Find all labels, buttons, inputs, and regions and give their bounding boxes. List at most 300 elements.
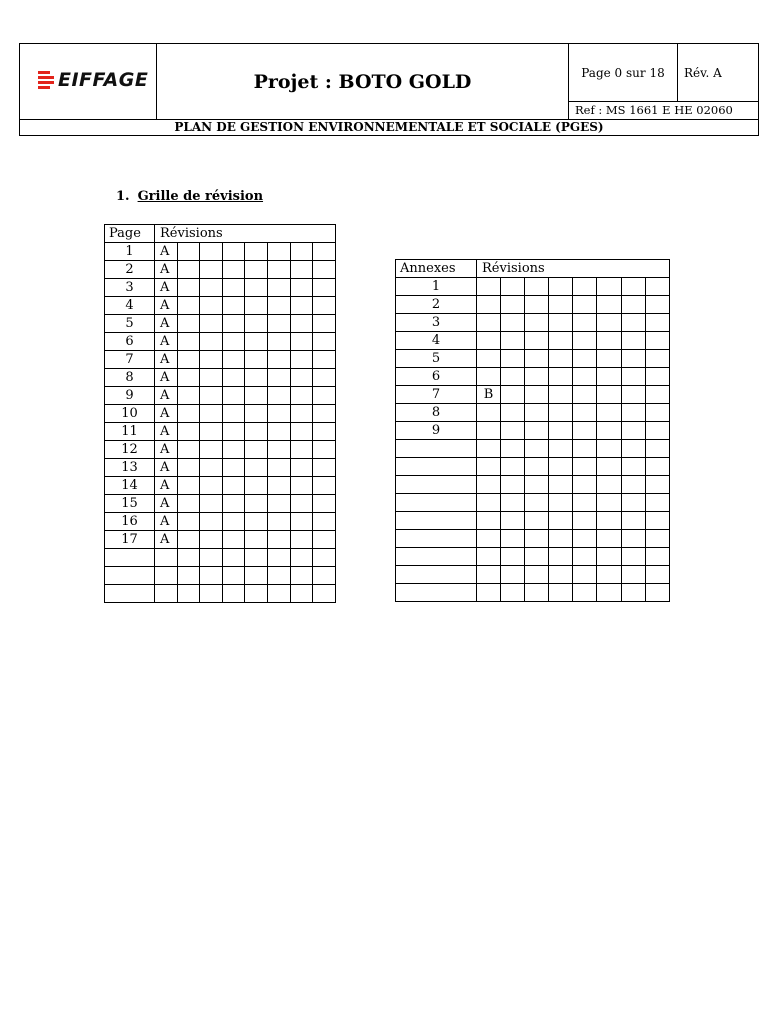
revision-cell [200, 513, 223, 531]
revision-cell [267, 585, 290, 603]
revision-cell [222, 513, 245, 531]
section-heading [116, 189, 263, 204]
revision-cell [549, 584, 573, 602]
table-row [105, 369, 336, 387]
revision-cell [645, 512, 669, 530]
revision-cell [573, 350, 597, 368]
revision-cell [477, 548, 501, 566]
revision-cell [313, 333, 336, 351]
revision-cell [313, 423, 336, 441]
revision-cell [245, 495, 268, 513]
revision-cell [573, 368, 597, 386]
table-row [105, 441, 336, 459]
revision-cell [501, 404, 525, 422]
annexes-revision-table [395, 259, 670, 602]
revision-cell [267, 423, 290, 441]
revision-cell [621, 566, 645, 584]
revision-cell [525, 332, 549, 350]
revision-cell: A [155, 423, 178, 441]
row-label [105, 567, 155, 585]
table-row [105, 315, 336, 333]
revision-cell [573, 530, 597, 548]
revision-cell [313, 369, 336, 387]
revision-cell [573, 584, 597, 602]
revision-cell [549, 422, 573, 440]
revision-cell [267, 567, 290, 585]
revision-cell [313, 405, 336, 423]
revision-cell [549, 278, 573, 296]
row-label: 7 [105, 351, 155, 369]
eiffage-logo-icon [38, 71, 54, 90]
revision-cell: A [155, 477, 178, 495]
revision-cell [597, 314, 621, 332]
row-label [396, 548, 477, 566]
revision-cell [621, 440, 645, 458]
revision-cell [645, 476, 669, 494]
revision-cell [222, 369, 245, 387]
section-title: Grille de révision [137, 189, 264, 204]
reference-number: Ref : MS 1661 E HE 02060 [568, 101, 758, 119]
table-row [396, 296, 670, 314]
revision-cell [645, 494, 669, 512]
table-row [396, 512, 670, 530]
revision-cell [501, 278, 525, 296]
row-label: 3 [105, 279, 155, 297]
revision-label: Rév. A [684, 66, 722, 80]
revision-cell [313, 387, 336, 405]
revision-cell: A [155, 351, 178, 369]
revision-cell [290, 495, 313, 513]
revision-cell [245, 387, 268, 405]
revision-cell [645, 296, 669, 314]
row-label [396, 440, 477, 458]
revision-cell: A [155, 405, 178, 423]
revision-cell [222, 423, 245, 441]
logo-cell [20, 44, 157, 119]
revision-cell [200, 405, 223, 423]
revision-cell [573, 314, 597, 332]
revision-cell [573, 440, 597, 458]
revision-cell [267, 549, 290, 567]
revision-cell [501, 440, 525, 458]
revision-cell [597, 458, 621, 476]
revision-cell [549, 476, 573, 494]
revision-cell [222, 387, 245, 405]
revision-cell [645, 584, 669, 602]
revision-cell [290, 477, 313, 495]
revision-cell: A [155, 441, 178, 459]
revision-cell [222, 441, 245, 459]
revision-cell [267, 333, 290, 351]
revision-cell [597, 332, 621, 350]
revision-cell [621, 278, 645, 296]
revision-cell [645, 332, 669, 350]
column-header: Annexes [396, 260, 477, 278]
revision-cell [477, 476, 501, 494]
table-row [105, 423, 336, 441]
row-label [105, 585, 155, 603]
revision-cell [645, 422, 669, 440]
table-header-row [105, 225, 336, 243]
revision-cell [645, 314, 669, 332]
revision-cell [313, 495, 336, 513]
revision-cell [177, 387, 200, 405]
revision-cell [177, 531, 200, 549]
revision-cell [313, 279, 336, 297]
revision-cell [573, 422, 597, 440]
revision-cell [222, 567, 245, 585]
row-label: 7 [396, 386, 477, 404]
table-row [105, 261, 336, 279]
row-label [396, 584, 477, 602]
revision-cell [525, 350, 549, 368]
column-header: Révisions [477, 260, 670, 278]
revision-cell [501, 584, 525, 602]
revision-cell [222, 315, 245, 333]
table-row [105, 477, 336, 495]
revision-cell [525, 548, 549, 566]
revision-cell [573, 458, 597, 476]
table-row [105, 459, 336, 477]
revision-cell [222, 261, 245, 279]
revision-cell [245, 297, 268, 315]
revision-cell [597, 386, 621, 404]
revision-cell [477, 350, 501, 368]
revision-cell [549, 512, 573, 530]
row-label: 2 [105, 261, 155, 279]
revision-cell: B [477, 386, 501, 404]
revision-cell [597, 530, 621, 548]
revision-cell [597, 350, 621, 368]
revision-cell [313, 513, 336, 531]
revision-cell [245, 513, 268, 531]
revision-cell [477, 512, 501, 530]
revision-cell [597, 476, 621, 494]
revision-cell [525, 476, 549, 494]
revision-cell [621, 296, 645, 314]
revision-cell [200, 567, 223, 585]
revision-cell [222, 279, 245, 297]
table-row [396, 584, 670, 602]
revision-cell [549, 314, 573, 332]
revision-cell [525, 512, 549, 530]
revision-cell [477, 458, 501, 476]
revision-cell [200, 243, 223, 261]
revision-cell [290, 333, 313, 351]
revision-cell [267, 441, 290, 459]
revision-cell [477, 422, 501, 440]
revision-cell [597, 494, 621, 512]
revision-cell [267, 387, 290, 405]
row-label: 9 [105, 387, 155, 405]
revision-cell [177, 261, 200, 279]
table-row [396, 350, 670, 368]
revision-cell [177, 369, 200, 387]
revision-cell [177, 279, 200, 297]
revision-cell: A [155, 279, 178, 297]
row-label: 6 [396, 368, 477, 386]
revision-cell [501, 512, 525, 530]
revision-cell [177, 243, 200, 261]
revision-cell [200, 333, 223, 351]
revision-cell [645, 566, 669, 584]
section-number: 1. [116, 189, 130, 204]
revision-cell [245, 369, 268, 387]
revision-cell [621, 422, 645, 440]
table-row [396, 548, 670, 566]
revision-cell: A [155, 333, 178, 351]
revision-cell [290, 423, 313, 441]
revision-cell [290, 567, 313, 585]
revision-cell [290, 243, 313, 261]
revision-cell [477, 278, 501, 296]
revision-cell [645, 548, 669, 566]
table-row [105, 333, 336, 351]
row-label: 4 [105, 297, 155, 315]
table-row [396, 422, 670, 440]
row-label: 14 [105, 477, 155, 495]
table-row [105, 567, 336, 585]
revision-cell [177, 567, 200, 585]
revision-cell: A [155, 315, 178, 333]
revision-cell [222, 405, 245, 423]
revision-cell [267, 297, 290, 315]
table-row [105, 351, 336, 369]
revision-cell [573, 296, 597, 314]
revision-cell [645, 368, 669, 386]
revision-cell [200, 261, 223, 279]
revision-cell [222, 243, 245, 261]
revision-cell [645, 440, 669, 458]
revision-cell [313, 243, 336, 261]
revision-cell [200, 423, 223, 441]
revision-cell [621, 584, 645, 602]
revision-cell [290, 405, 313, 423]
revision-cell [200, 459, 223, 477]
revision-cell [155, 567, 178, 585]
revision-cell [525, 386, 549, 404]
revision-cell [313, 531, 336, 549]
table-row [396, 440, 670, 458]
row-label: 17 [105, 531, 155, 549]
row-label: 1 [105, 243, 155, 261]
row-label: 1 [396, 278, 477, 296]
revision-cell [290, 513, 313, 531]
revision-cell [501, 548, 525, 566]
revision-cell [290, 315, 313, 333]
revision-cell [313, 315, 336, 333]
row-label [396, 458, 477, 476]
table-row [105, 243, 336, 261]
revision-cell [267, 477, 290, 495]
row-label: 9 [396, 422, 477, 440]
revision-cell [245, 567, 268, 585]
revision-cell [267, 531, 290, 549]
revision-cell [267, 459, 290, 477]
revision-cell [245, 261, 268, 279]
revision-cell: A [155, 387, 178, 405]
revision-cell [597, 584, 621, 602]
revision-cell [597, 278, 621, 296]
revision-cell [573, 404, 597, 422]
row-label: 8 [396, 404, 477, 422]
revision-cell [501, 332, 525, 350]
revision-cell [549, 458, 573, 476]
revision-cell [477, 584, 501, 602]
revision-cell [645, 278, 669, 296]
revision-cell [222, 333, 245, 351]
table-row [396, 530, 670, 548]
revision-cell [267, 495, 290, 513]
row-label [396, 494, 477, 512]
revision-cell [267, 369, 290, 387]
revision-cell [290, 279, 313, 297]
revision-cell [525, 296, 549, 314]
revision-cell [155, 549, 178, 567]
row-label [396, 566, 477, 584]
revision-cell [200, 315, 223, 333]
revision-cell [645, 404, 669, 422]
revision-cell [549, 350, 573, 368]
revision-cell [525, 368, 549, 386]
revision-cell: A [155, 459, 178, 477]
revision-cell [290, 585, 313, 603]
revision-cell [177, 459, 200, 477]
revision-cell [525, 278, 549, 296]
revision-cell [177, 351, 200, 369]
revision-cell [573, 548, 597, 566]
revision-cell [477, 566, 501, 584]
revision-cell [477, 404, 501, 422]
revision-cell [477, 296, 501, 314]
revision-cell [267, 279, 290, 297]
page-info: Page 0 sur 18 [568, 44, 678, 101]
revision-cell [245, 477, 268, 495]
revision-cell [525, 584, 549, 602]
revision-cell [200, 585, 223, 603]
table-row [396, 476, 670, 494]
row-label [396, 476, 477, 494]
table-row [105, 513, 336, 531]
revision-cell [621, 476, 645, 494]
revision-cell [290, 261, 313, 279]
row-label: 5 [396, 350, 477, 368]
revision-cell [549, 566, 573, 584]
revision-cell [645, 350, 669, 368]
revision-cell [245, 423, 268, 441]
revision-cell [501, 368, 525, 386]
revision-cell [177, 297, 200, 315]
revision-cell [200, 441, 223, 459]
revision-cell [621, 386, 645, 404]
revision-cell: A [155, 495, 178, 513]
table-row [105, 495, 336, 513]
revision-cell [501, 386, 525, 404]
table-header-row [396, 260, 670, 278]
revision-cell [621, 314, 645, 332]
revision-cell [621, 368, 645, 386]
revision-cell [549, 368, 573, 386]
revision-cell [525, 404, 549, 422]
revision-cell [245, 585, 268, 603]
revision-cell [245, 441, 268, 459]
table-row [396, 404, 670, 422]
revision-cell [177, 477, 200, 495]
revision-cell [290, 387, 313, 405]
revision-cell [313, 261, 336, 279]
revision-cell [313, 459, 336, 477]
revision-cell: A [155, 513, 178, 531]
revision-cell [313, 351, 336, 369]
revision-cell [573, 332, 597, 350]
revision-cell [200, 279, 223, 297]
revision-cell [525, 566, 549, 584]
revision-cell [525, 494, 549, 512]
revision-cell [549, 404, 573, 422]
revision-cell [525, 458, 549, 476]
revision-cell [267, 261, 290, 279]
revision-cell [621, 350, 645, 368]
revision-cell [290, 441, 313, 459]
revision-cell [245, 333, 268, 351]
revision-cell [525, 422, 549, 440]
revision-cell [200, 369, 223, 387]
row-label: 3 [396, 314, 477, 332]
table-row [396, 332, 670, 350]
revision-cell [222, 459, 245, 477]
revision-cell [549, 296, 573, 314]
revision-cell [501, 566, 525, 584]
document-header [19, 43, 759, 136]
row-label: 11 [105, 423, 155, 441]
revision-cell [200, 387, 223, 405]
revision-cell [501, 476, 525, 494]
revision-cell [222, 477, 245, 495]
revision-cell [290, 531, 313, 549]
revision-cell [597, 404, 621, 422]
revision-cell [597, 512, 621, 530]
revision-cell: A [155, 297, 178, 315]
revision-cell [597, 548, 621, 566]
revision-cell [313, 477, 336, 495]
revision-cell [290, 549, 313, 567]
revision-cell [222, 351, 245, 369]
table-row [105, 549, 336, 567]
revision-cell [267, 243, 290, 261]
revision-cell [549, 386, 573, 404]
table-row [396, 566, 670, 584]
row-label: 6 [105, 333, 155, 351]
revision-cell [573, 494, 597, 512]
revision-cell [621, 512, 645, 530]
row-label: 12 [105, 441, 155, 459]
revision-cell: A [155, 261, 178, 279]
revision-cell [177, 423, 200, 441]
revision-cell [597, 440, 621, 458]
table-row [396, 494, 670, 512]
revision-cell [549, 332, 573, 350]
revision-cell [245, 279, 268, 297]
row-label: 15 [105, 495, 155, 513]
revision-cell [597, 296, 621, 314]
table-row [105, 405, 336, 423]
row-label: 4 [396, 332, 477, 350]
revision-cell [477, 332, 501, 350]
revision-cell [245, 351, 268, 369]
revision-cell [573, 512, 597, 530]
revision-cell [267, 315, 290, 333]
revision-cell [645, 386, 669, 404]
